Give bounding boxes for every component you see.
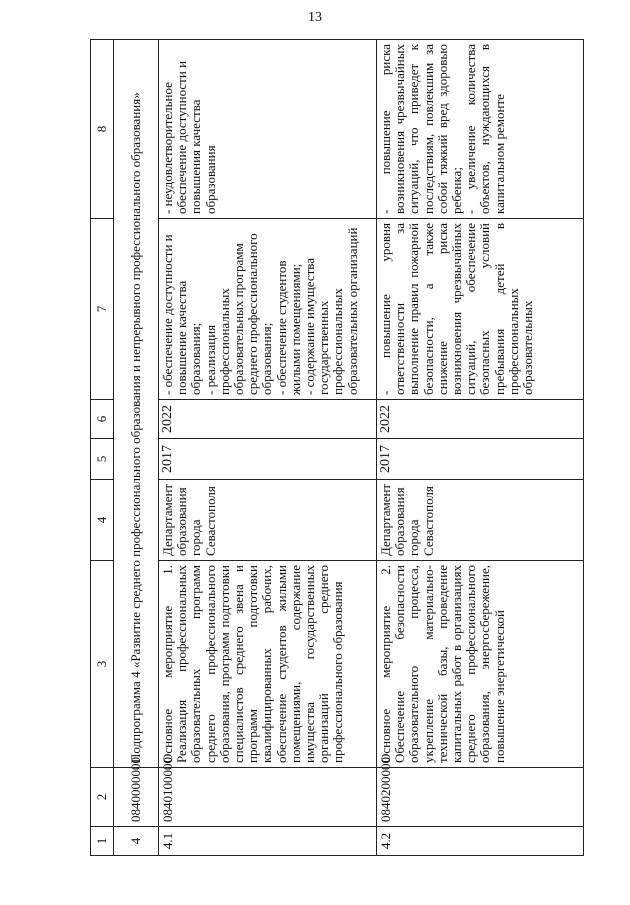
row-code: 0840200000: [377, 768, 584, 827]
header-cell-3: 3: [91, 561, 114, 768]
row-start-year: 2017: [377, 439, 584, 480]
row-code: 0840100000: [159, 768, 377, 827]
row-number: 4.1: [159, 827, 377, 856]
header-cell-4: 4: [91, 480, 114, 561]
row-event: Основное мероприятие 2. Обеспечение безопасности образовательного процесса, укрепление материально-технической базы, проведение капитальных работ в организациях среднего профессионального образования, энергосбережение, повышение энергетической: [377, 561, 584, 768]
header-cell-6: 6: [91, 400, 114, 439]
rotated-table-container: [90, 44, 584, 856]
row-start-year: 2017: [159, 439, 377, 480]
subprogram-code: 0840000000: [114, 768, 159, 827]
row-consequence: - неудовлетворительное обеспечение доступности и повышения качества образования: [159, 40, 377, 219]
header-cell-2: 2: [91, 768, 114, 827]
table-row: [377, 40, 584, 856]
header-cell-7: 7: [91, 219, 114, 400]
program-table: [90, 39, 584, 856]
row-executor: Департамент образования города Севастополя: [377, 480, 584, 561]
subprogram-title: Подпрограмма 4 «Развитие среднего профессионального образования и непрерывного профессионального образования»: [114, 40, 159, 768]
subprogram-row: [114, 40, 159, 856]
table-row: [159, 40, 377, 856]
row-consequence: - повышение риска возникновения чрезвычайных ситуаций, что приведет к последствиям, повлекшим за собой тяжкий вред здоровью ребенка; - увеличение количества объектов, нуждающихся в капитальном ремонте: [377, 40, 584, 219]
row-end-year: 2022: [159, 400, 377, 439]
page-number: 13: [308, 10, 322, 25]
header-row: [91, 40, 114, 856]
row-result: - повышение уровня ответственности за выполнение правил пожарной безопасности, а также снижение риска возникновения чрезвычайных ситуаций, обеспечение безопасных условий пребывания детей в профессиональных образовательных: [377, 219, 584, 400]
header-cell-8: 8: [91, 40, 114, 219]
row-event: Основное мероприятие 1. Реализация профессиональных образовательных программ среднего профессионального образования, программ подготовки специалистов среднего звена и программ подготовки квалифицированных рабочих, обеспечение студентов жилыми помещениями, содержание имущества государственных организаций среднего профессионального образования: [159, 561, 377, 768]
row-end-year: 2022: [377, 400, 584, 439]
header-cell-5: 5: [91, 439, 114, 480]
row-result: - обеспечение доступности и повышение качества образования; - реализация профессиональных образовательных программ среднего профессионального образования; - обеспечение студентов жилыми помещениями; - содержание имущества государственных профессиональных образовательных организаций: [159, 219, 377, 400]
row-number: 4.2: [377, 827, 584, 856]
subprogram-number: 4: [114, 827, 159, 856]
row-executor: Департамент образования города Севастополя: [159, 480, 377, 561]
header-cell-1: 1: [91, 827, 114, 856]
